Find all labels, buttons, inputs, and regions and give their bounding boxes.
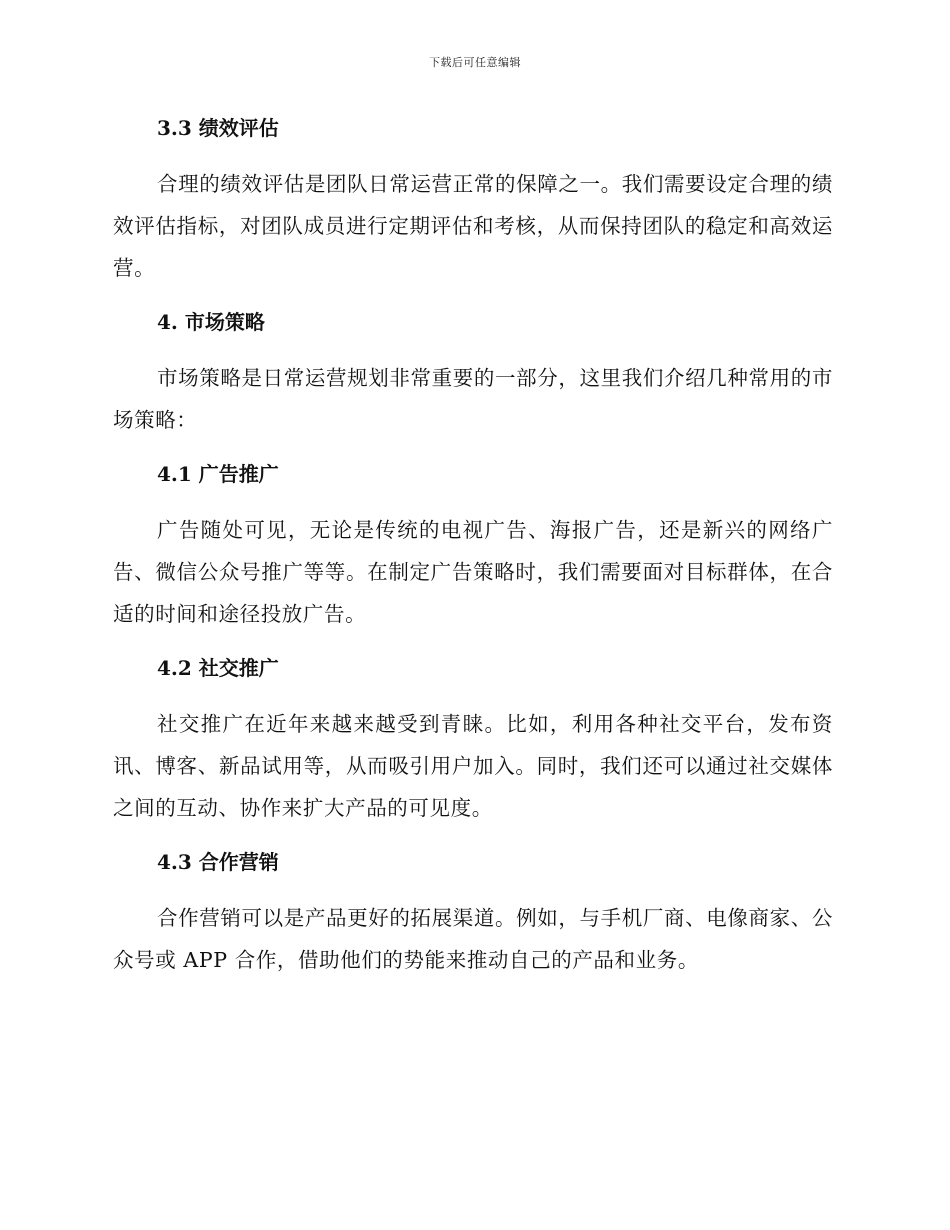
section-paragraph: 广告随处可见，无论是传统的电视广告、海报广告，还是新兴的网络广告、微信公众号推广等等。在制定广告策略时，我们需要面对目标群体，在合适的时间和途径投放广告。 <box>113 518 833 626</box>
section-heading: 4. 市场策略 <box>157 310 265 334</box>
section-paragraph: 合作营销可以是产品更好的拓展渠道。例如，与手机厂商、电像商家、公众号或 APP 合作，借助他们的势能来推动自己的产品和业务。 <box>113 906 833 972</box>
section-paragraph: 社交推广在近年来越来越受到青睐。比如，利用各种社交平台，发布资讯、博客、新品试用等，从而吸引用户加入。同时，我们还可以通过社交媒体之间的互动、协作来扩大产品的可见度。 <box>113 712 833 820</box>
section-paragraph: 市场策略是日常运营规划非常重要的一部分，这里我们介绍几种常用的市场策略： <box>113 366 833 432</box>
section-paragraph: 合理的绩效评估是团队日常运营正常的保障之一。我们需要设定合理的绩效评估指标，对团队成员进行定期评估和考核，从而保持团队的稳定和高效运营。 <box>113 172 833 280</box>
section-heading: 3.3 绩效评估 <box>157 116 279 140</box>
page-header: 下载后可任意编辑 <box>429 56 521 69</box>
section-heading: 4.3 合作营销 <box>157 850 279 874</box>
document-body <box>113 110 833 981</box>
section-heading: 4.1 广告推广 <box>157 462 279 486</box>
section-heading: 4.2 社交推广 <box>157 656 279 680</box>
